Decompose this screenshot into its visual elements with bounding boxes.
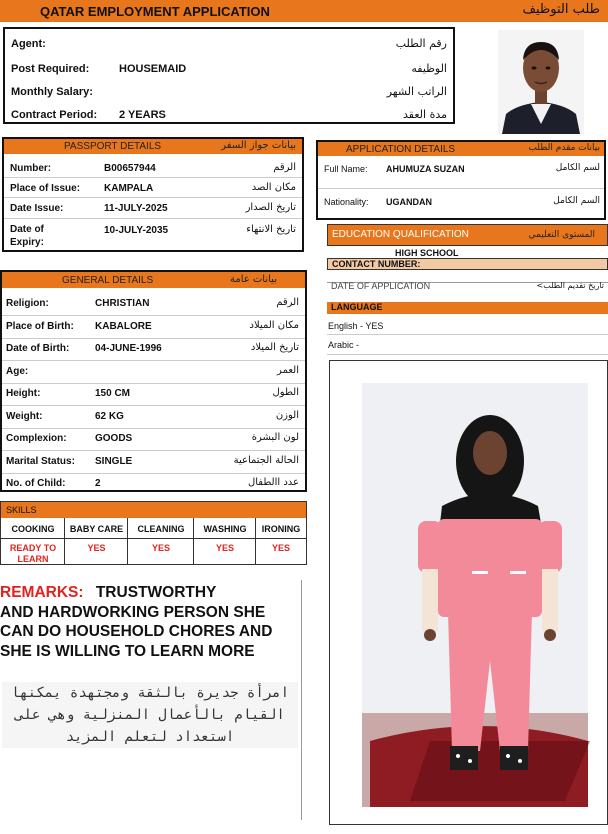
full-name-value: AHUMUZA SUZAN: [386, 164, 465, 174]
post-value: HOUSEMAID: [119, 63, 187, 75]
passport-photo: [498, 30, 584, 134]
place-issue-label: Place of Issue:: [10, 183, 81, 194]
passport-number-ar: الرقم: [273, 162, 296, 173]
application-header-ar: بيانات مقدم الطلب: [528, 143, 600, 153]
skill-name: WASHING: [203, 524, 247, 534]
application-box: [316, 140, 606, 220]
general-label: No. of Child:: [6, 478, 66, 489]
general-label: Weight:: [6, 410, 43, 422]
general-value: CHRISTIAN: [95, 298, 150, 309]
education-value: HIGH SCHOOL: [395, 248, 459, 258]
general-label: Age:: [6, 365, 29, 377]
general-value: KABALORE: [95, 320, 152, 332]
general-row-place-of-birth: [2, 317, 305, 339]
passport-header-en: PASSPORT DETAILS: [64, 141, 162, 152]
skill-baby-care: [65, 518, 128, 564]
general-ar: الطول: [272, 387, 299, 398]
remarks-arabic: امرأة جديرة بالثقة ومجتهدة يمكنها القيام بالأعمال المنزلية وهي على استعداد لتعلم المزيد: [2, 682, 298, 748]
passport-box: [2, 137, 304, 252]
education-header-en: EDUCATION QUALIFICATION: [332, 229, 469, 240]
skills-header: [1, 502, 306, 518]
date-issue-label: Date Issue:: [10, 203, 64, 214]
nationality-label: Nationality:: [324, 197, 369, 207]
application-header: [318, 142, 604, 156]
contract-ar: مدة العقد: [403, 108, 447, 121]
skill-value: YES: [151, 543, 170, 553]
date-application-ar: تاريخ تقديم الطلب>: [536, 281, 604, 290]
general-value: SINGLE: [95, 455, 133, 467]
general-label: Place of Birth:: [6, 320, 74, 332]
skill-ironing: [256, 518, 306, 564]
general-ar: عدد االطفال: [247, 477, 299, 488]
full-body-photo: [329, 360, 608, 825]
post-label: Post Required:: [11, 63, 90, 75]
skill-value: YES: [87, 543, 106, 553]
general-row-complexion: [2, 429, 305, 451]
salary-ar: الراتب الشهر: [386, 85, 447, 98]
title-en: QATAR EMPLOYMENT APPLICATION: [40, 4, 270, 19]
language-header: [327, 302, 608, 314]
general-ar: تاريخ الميلاد: [250, 342, 299, 353]
date-issue-ar: تاريخ الصدار: [245, 202, 296, 213]
skill-name: BABY CARE: [69, 524, 124, 534]
remarks-body: AND HARDWORKING PERSON SHE CAN DO HOUSEHOLD CHORES AND SHE IS WILLING TO LEARN MORE: [0, 603, 273, 660]
general-value: 2: [95, 478, 101, 489]
remarks-first: TRUSTWORTHY: [95, 584, 217, 601]
general-row-age: [2, 362, 305, 384]
skill-name: CLEANING: [137, 524, 185, 534]
skill-value: YES: [215, 543, 234, 553]
skill-name: IRONING: [261, 524, 301, 534]
skill-value: READY TO LEARN: [9, 543, 57, 564]
general-ar: الوزن: [275, 409, 299, 421]
general-ar: الحالة الجتماعية: [233, 454, 299, 466]
general-header: [2, 272, 305, 288]
general-row-marital-status: [2, 452, 305, 474]
arabic-level: Arabic -: [328, 340, 360, 350]
date-expiry-value: 10-JULY-2035: [104, 225, 169, 236]
language-label: LANGUAGE: [331, 302, 383, 312]
general-row-weight: [2, 407, 305, 429]
education-header-ar: المستوى التعليمي: [528, 230, 595, 240]
skills-label: SKILLS: [6, 505, 37, 515]
general-row-children: [2, 474, 305, 496]
general-label: Religion:: [6, 298, 49, 309]
general-value: 04-JUNE-1996: [95, 343, 162, 354]
agent-label: Agent:: [11, 38, 46, 50]
general-row-religion: [2, 294, 305, 316]
general-header-en: GENERAL DETAILS: [62, 275, 154, 286]
passport-number-value: B00657944: [104, 163, 156, 174]
nationality-ar: السم الكامل: [553, 196, 600, 206]
contact-row: [327, 258, 608, 270]
application-header-en: APPLICATION DETAILS: [346, 144, 456, 155]
education-header: [327, 224, 608, 246]
general-value: GOODS: [95, 433, 133, 444]
full-name-label: Full Name:: [324, 164, 368, 174]
skill-washing: [194, 518, 256, 564]
general-ar: العمر: [277, 364, 299, 376]
place-issue-ar: مكان الصد: [251, 182, 296, 193]
skill-value: YES: [271, 543, 290, 553]
contract-label: Contract Period:: [11, 109, 98, 121]
passport-header: [4, 139, 302, 154]
general-ar: مكان الميلاد: [249, 319, 299, 331]
agent-box: [3, 27, 455, 124]
general-row-date-of-birth: [2, 339, 305, 361]
general-label: Date of Birth:: [6, 343, 70, 354]
general-box: [0, 270, 307, 492]
skill-cleaning: [128, 518, 194, 564]
salary-label: Monthly Salary:: [11, 86, 93, 98]
passport-number-label: Number:: [10, 163, 52, 174]
date-issue-value: 11-JULY-2025: [104, 203, 168, 214]
nationality-value: UGANDAN: [386, 197, 432, 207]
education-section: [327, 224, 608, 358]
full-name-ar: لسم الكامل: [555, 163, 600, 173]
contact-label: CONTACT NUMBER:: [332, 259, 421, 269]
remarks-section: [0, 580, 302, 820]
skill-cooking: [1, 518, 65, 564]
date-expiry-label: Date of Expiry:: [10, 224, 44, 248]
general-ar: لون البشرة: [251, 432, 299, 443]
general-value: 62 KG: [95, 410, 124, 422]
title-bar: [0, 0, 608, 22]
general-label: Marital Status:: [6, 455, 75, 467]
general-label: Height:: [6, 388, 41, 399]
general-ar: الرقم: [276, 297, 299, 308]
remarks-label: REMARKS:: [0, 584, 84, 601]
date-expiry-ar: تاريخ الانتهاء: [246, 224, 296, 235]
date-application-label: DATE OF APPLICATION: [331, 281, 431, 291]
general-row-height: [2, 384, 305, 406]
post-ar: الوظيفه: [411, 62, 447, 75]
general-label: Complexion:: [6, 433, 67, 444]
passport-header-ar: بيانات جواز السفر: [221, 140, 296, 151]
skills-section: [0, 501, 307, 565]
contract-value: 2 YEARS: [119, 109, 166, 121]
skill-name: COOKING: [11, 524, 55, 534]
general-value: 150 CM: [95, 388, 131, 399]
title-ar: طلب التوظيف: [522, 2, 600, 17]
agent-ar: رقم الطلب: [395, 37, 447, 50]
place-issue-value: KAMPALA: [104, 183, 154, 194]
english-level: English - YES: [328, 321, 384, 331]
remarks-text: [0, 583, 300, 661]
general-header-ar: بيانات عامة: [229, 274, 277, 285]
